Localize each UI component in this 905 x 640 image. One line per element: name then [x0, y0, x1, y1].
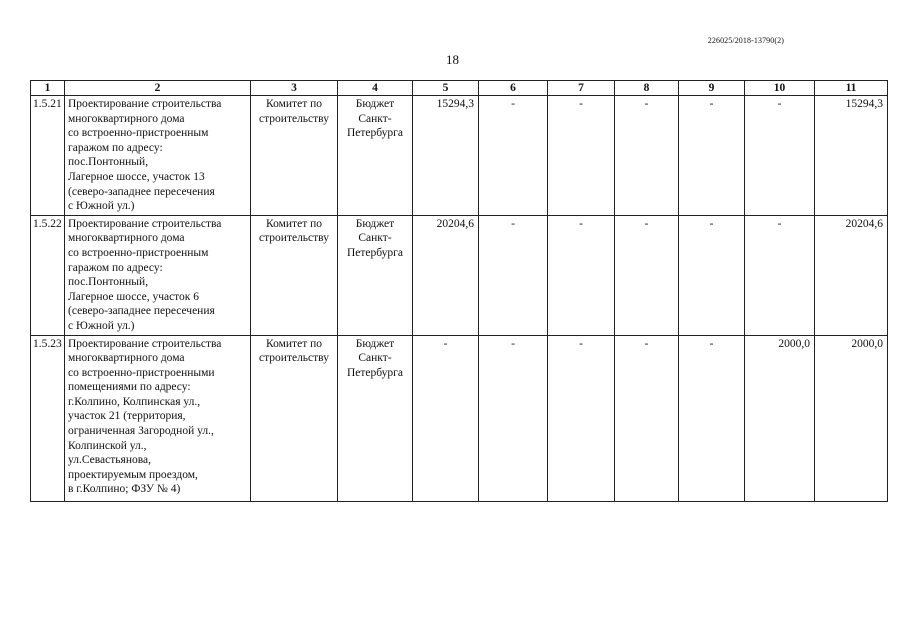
row-code: 1.5.21	[31, 96, 65, 216]
value-col-10: -	[745, 215, 815, 335]
source-line: Санкт-	[358, 232, 392, 245]
description-line: Проектирование строительства	[68, 98, 222, 110]
column-header: 10	[745, 81, 815, 96]
document-number: 226025/2018-13790(2)	[707, 36, 784, 45]
column-header: 11	[815, 81, 888, 96]
source-line: Санкт-	[358, 352, 392, 365]
responsible-org	[251, 335, 338, 501]
description-line: проектируемым проездом,	[68, 468, 198, 481]
description-line: многоквартирного дома	[68, 352, 185, 365]
value-col-11: 2000,0	[815, 335, 888, 501]
value-col-10: -	[745, 96, 815, 216]
org-line: Комитет по	[266, 98, 322, 110]
table-header-row	[31, 81, 888, 96]
value-col-7: -	[548, 96, 615, 216]
value-col-6: -	[479, 215, 548, 335]
row-code: 1.5.22	[31, 215, 65, 335]
description-line: в г.Колпино; ФЗУ № 4)	[68, 483, 181, 496]
description-line: ограниченная Загородной ул.,	[68, 425, 214, 438]
source-line: Петербурга	[346, 127, 404, 140]
org-line: строительству	[259, 232, 329, 245]
description-line: (северо-западнее пересечения	[68, 185, 215, 198]
table-row	[31, 335, 888, 501]
source-line: Петербурга	[346, 246, 404, 259]
funding-source	[338, 335, 413, 501]
column-header: 4	[338, 81, 413, 96]
description-line: многоквартирного дома	[68, 112, 185, 125]
table-row	[31, 96, 888, 216]
description-line: пос.Понтонный,	[68, 156, 149, 169]
row-code: 1.5.23	[31, 335, 65, 501]
column-header: 5	[413, 81, 479, 96]
column-header: 6	[479, 81, 548, 96]
description-line: ул.Севастьянова,	[68, 454, 151, 467]
value-col-10: 2000,0	[745, 335, 815, 501]
description-line: Проектирование строительства	[68, 337, 222, 350]
funding-source	[338, 96, 413, 216]
source-line: Бюджет	[355, 337, 395, 350]
source-line: Санкт-	[358, 112, 392, 125]
responsible-org	[251, 96, 338, 216]
column-header: 3	[251, 81, 338, 96]
description-line: помещениями по адресу:	[68, 381, 191, 394]
value-col-5: -	[413, 335, 479, 501]
description-line: Лагерное шоссе, участок 6	[68, 290, 200, 303]
description-line: гаражом по адресу:	[68, 141, 163, 154]
description-line: со встроенно-пристроенным	[68, 127, 209, 140]
row-description	[65, 335, 251, 501]
description-line: со встроенно-пристроенными	[68, 366, 215, 379]
org-line: строительству	[259, 112, 329, 125]
org-line: строительству	[259, 352, 329, 365]
org-line: Комитет по	[266, 337, 322, 350]
source-line: Петербурга	[346, 366, 404, 379]
value-col-8: -	[615, 335, 679, 501]
value-col-5: 20204,6	[413, 215, 479, 335]
funding-source	[338, 215, 413, 335]
value-col-8: -	[615, 215, 679, 335]
column-header: 1	[31, 81, 65, 96]
description-line: с Южной ул.)	[68, 319, 135, 332]
value-col-11: 15294,3	[815, 96, 888, 216]
source-line: Бюджет	[355, 98, 395, 110]
value-col-9: -	[679, 215, 745, 335]
value-col-11: 20204,6	[815, 215, 888, 335]
value-col-7: -	[548, 335, 615, 501]
responsible-org	[251, 215, 338, 335]
value-col-6: -	[479, 96, 548, 216]
description-line: г.Колпино, Колпинская ул.,	[68, 395, 201, 408]
description-line: со встроенно-пристроенным	[68, 246, 209, 259]
description-line: Проектирование строительства	[68, 217, 222, 230]
column-header: 7	[548, 81, 615, 96]
value-col-7: -	[548, 215, 615, 335]
row-description	[65, 96, 251, 216]
page-number: 18	[446, 52, 459, 67]
value-col-9: -	[679, 335, 745, 501]
row-description	[65, 215, 251, 335]
budget-table	[30, 80, 888, 502]
table-row	[31, 215, 888, 335]
description-line: участок 21 (территория,	[68, 410, 186, 423]
description-line: Лагерное шоссе, участок 13	[68, 170, 205, 183]
org-line: Комитет по	[266, 217, 322, 230]
column-header: 9	[679, 81, 745, 96]
description-line: гаражом по адресу:	[68, 261, 163, 274]
value-col-5: 15294,3	[413, 96, 479, 216]
description-line: пос.Понтонный,	[68, 276, 149, 289]
column-header: 2	[65, 81, 251, 96]
description-line: Колпинской ул.,	[68, 439, 147, 452]
description-line: с Южной ул.)	[68, 200, 135, 213]
description-line: многоквартирного дома	[68, 232, 185, 245]
source-line: Бюджет	[355, 217, 395, 230]
value-col-8: -	[615, 96, 679, 216]
description-line: (северо-западнее пересечения	[68, 305, 215, 318]
value-col-6: -	[479, 335, 548, 501]
column-header: 8	[615, 81, 679, 96]
value-col-9: -	[679, 96, 745, 216]
